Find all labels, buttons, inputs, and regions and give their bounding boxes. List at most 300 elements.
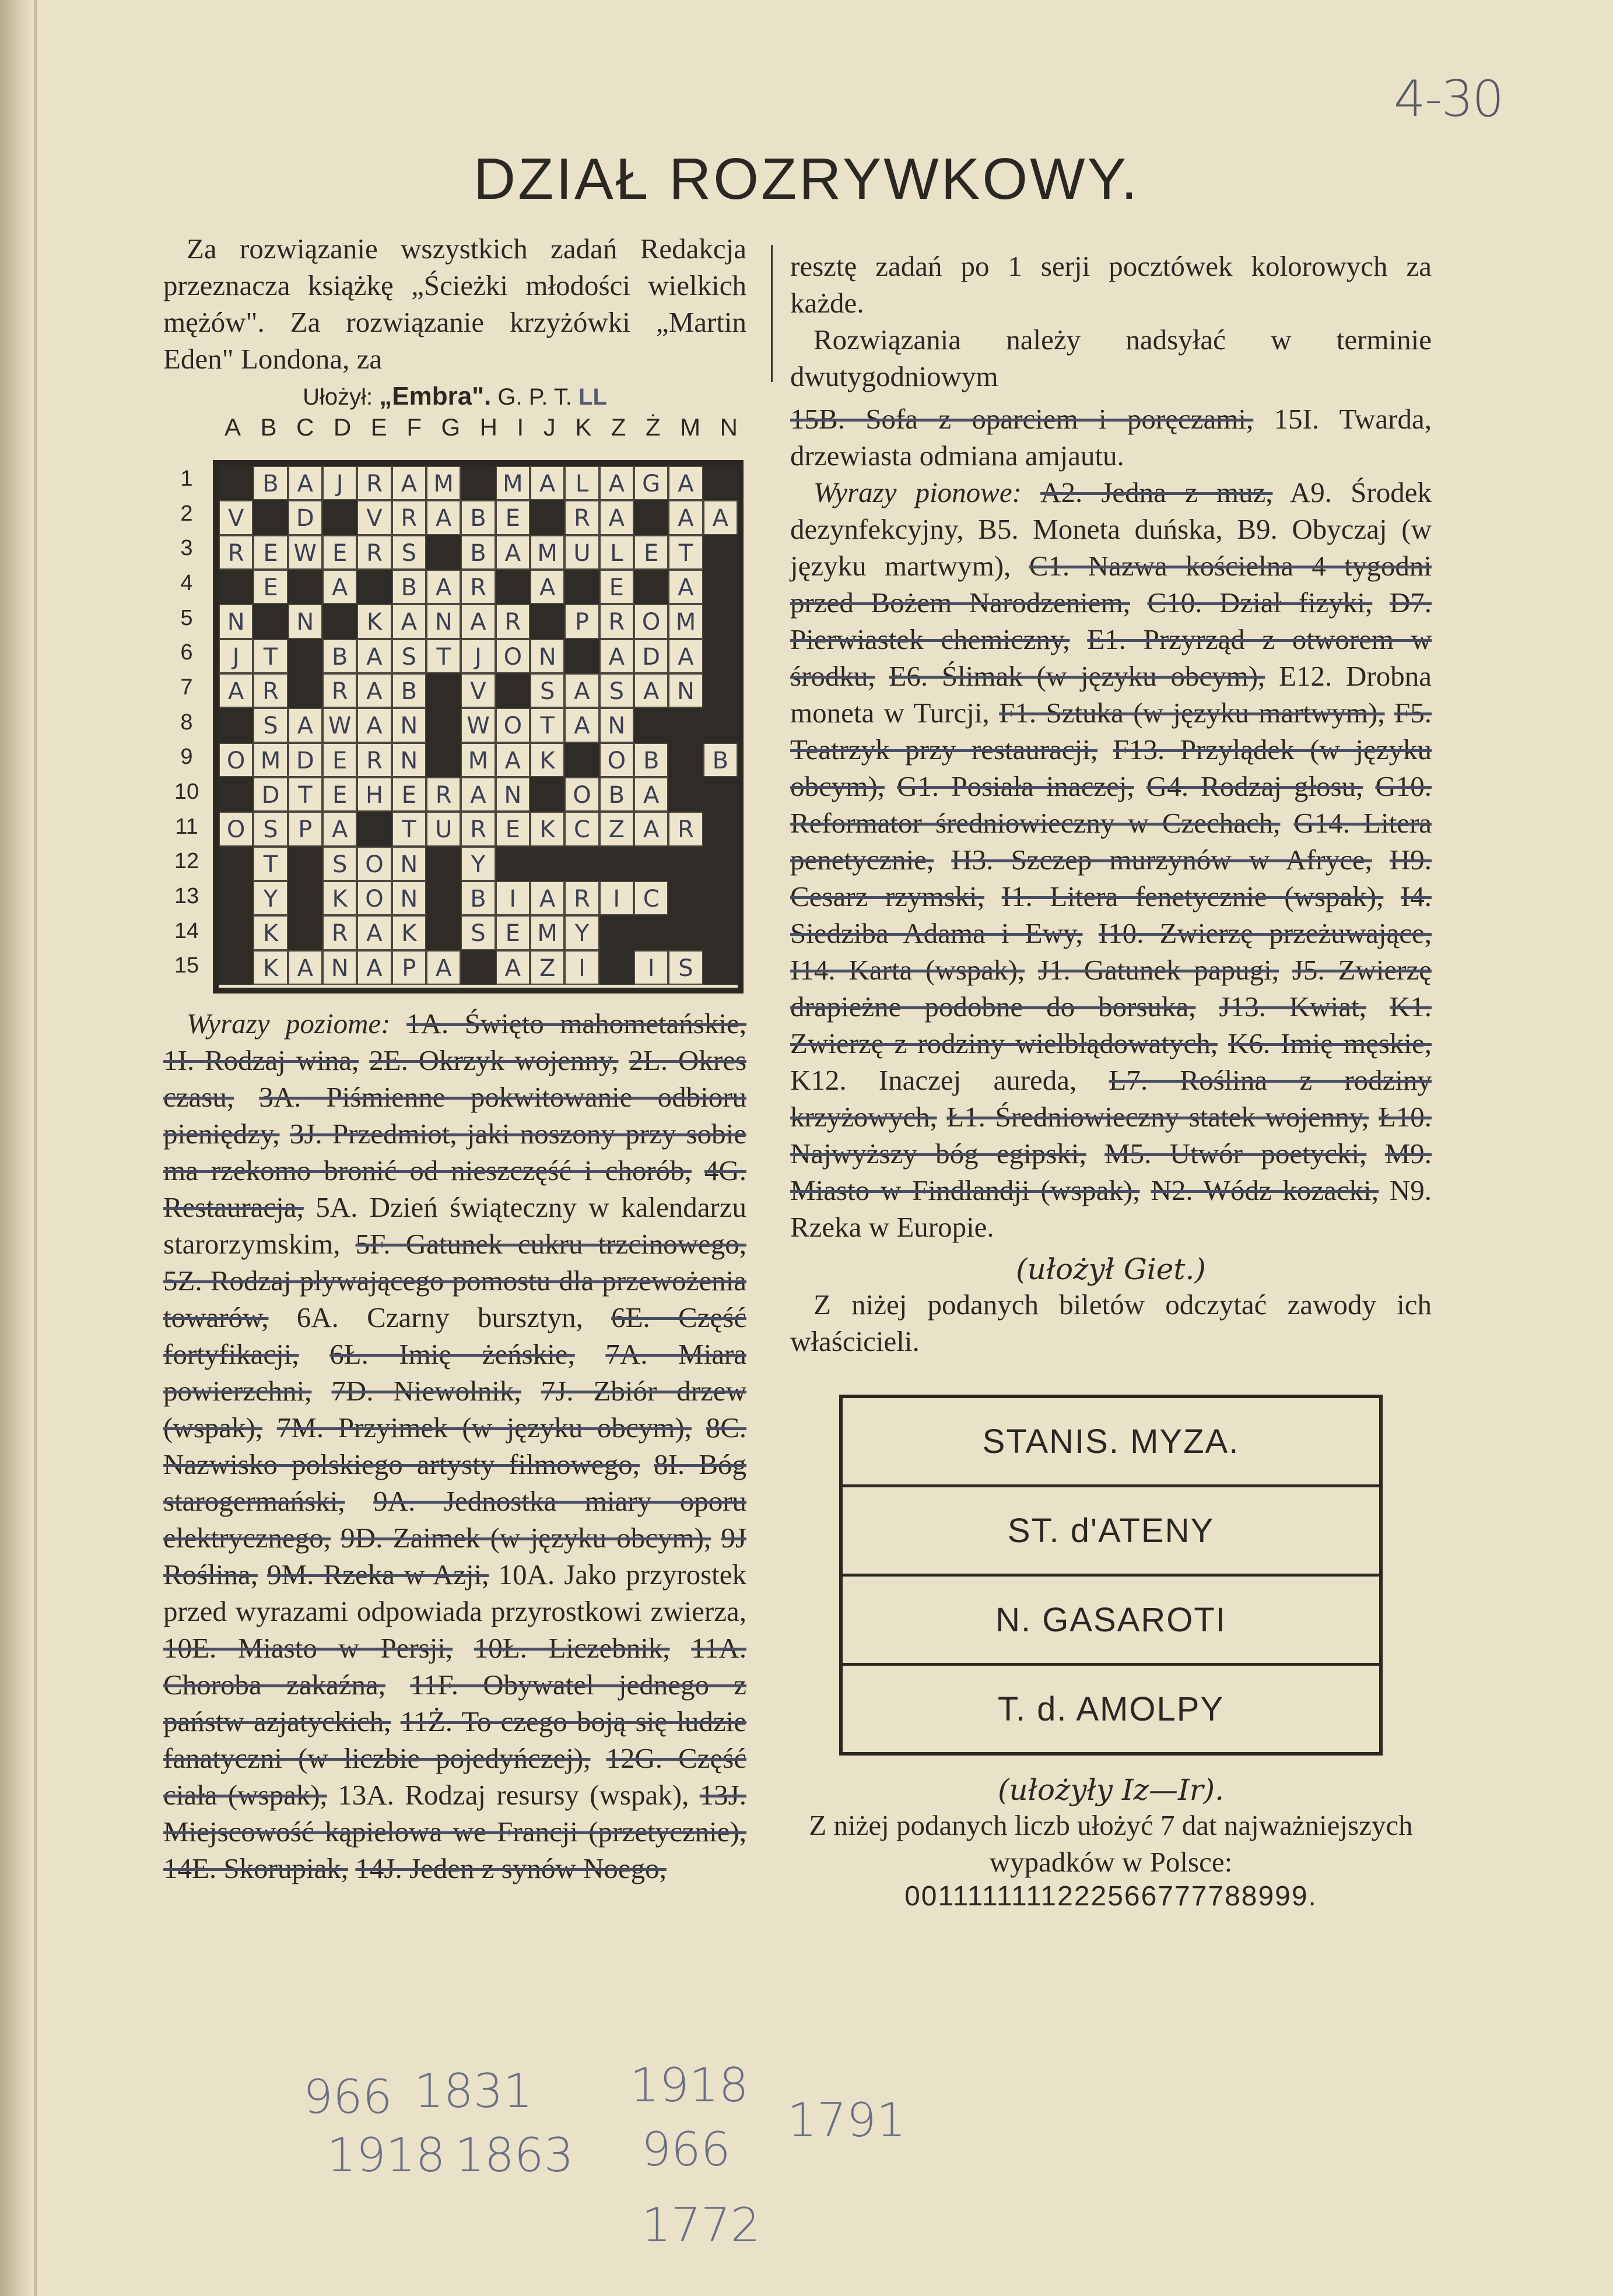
crossword-black-cell	[703, 812, 738, 846]
crossword-cell[interactable]	[322, 673, 357, 708]
clue: 12G. Część ciała (wspak),	[163, 1742, 747, 1811]
crossword-black-cell	[668, 777, 703, 812]
crossword-cell[interactable]	[496, 535, 530, 570]
crossword-letter: S	[539, 678, 555, 705]
crossword-letter: H	[365, 782, 384, 809]
crossword-cell[interactable]	[461, 639, 495, 673]
crossword-cell[interactable]	[219, 500, 253, 535]
crossword-cell[interactable]	[253, 639, 287, 673]
crossword-cell[interactable]	[564, 466, 599, 500]
crossword-letter: T	[402, 816, 416, 844]
crossword-black-cell	[461, 466, 495, 500]
crossword-cell[interactable]	[496, 743, 530, 777]
crossword-cell[interactable]	[461, 673, 495, 708]
crossword-letter: T	[540, 712, 555, 740]
clue: 11Ż. To czego boją się ludzie fanatyczni (w liczbie pojedyńczej),	[163, 1705, 747, 1774]
crossword-cell[interactable]	[426, 777, 461, 812]
crossword-letter: O	[226, 747, 246, 774]
crossword-cell[interactable]	[461, 915, 495, 950]
handwritten-date-6: 966	[641, 2122, 731, 2176]
clue: 11A. Choroba zakaźna,	[163, 1632, 746, 1701]
crossword-cell[interactable]	[530, 570, 564, 604]
crossword-cell[interactable]	[322, 535, 357, 570]
column-letter: B	[260, 413, 277, 441]
crossword-cell[interactable]	[426, 466, 461, 500]
crossword-letter: N	[434, 609, 453, 636]
clue: 9J Roślina,	[163, 1522, 747, 1591]
clue: 2E. Okrzyk wojenny,	[369, 1044, 619, 1076]
crossword-cell[interactable]	[461, 881, 495, 915]
crossword-cell[interactable]	[599, 535, 634, 570]
vertical-clues	[790, 474, 1432, 1245]
crossword-black-cell	[634, 708, 668, 742]
crossword-cell[interactable]	[357, 604, 391, 638]
crossword-cell[interactable]	[288, 812, 322, 846]
crossword-cell[interactable]	[322, 743, 357, 777]
crossword-cell[interactable]	[668, 466, 703, 500]
crossword-cell[interactable]	[392, 847, 426, 881]
crossword-cell[interactable]	[392, 500, 426, 535]
crossword-letter: R	[366, 471, 383, 497]
crossword-cell[interactable]	[599, 466, 634, 500]
dates-intro: Z niżej podanych liczb ułożyć 7 dat najważniejszych wypadków w Polsce:	[809, 1809, 1413, 1878]
crossword-cell[interactable]	[322, 466, 357, 500]
clue: I14. Karta (wspak),	[790, 954, 1025, 986]
column-letter: G	[441, 413, 461, 441]
crossword-letter: A	[331, 816, 348, 844]
horizontal-clues	[163, 1005, 746, 1887]
crossword-cell[interactable]	[426, 604, 461, 638]
crossword-cell[interactable]	[219, 604, 253, 638]
crossword-black-cell	[496, 847, 530, 881]
crossword-cell[interactable]	[496, 639, 530, 673]
crossword-cell[interactable]	[357, 466, 391, 500]
crossword-letter: J	[232, 643, 240, 670]
clue: J5. Zwierzę drapieżne podobne do borsuka,	[790, 954, 1432, 1023]
crossword-cell[interactable]	[426, 812, 461, 846]
crossword-cell[interactable]	[392, 708, 426, 742]
crossword-cell[interactable]	[599, 673, 634, 708]
crossword-letter: A	[539, 574, 556, 601]
crossword-letter: A	[643, 678, 660, 705]
crossword-cell[interactable]	[634, 604, 668, 638]
crossword-cell[interactable]	[530, 881, 564, 915]
crossword-cell[interactable]	[703, 743, 738, 777]
crossword-letter: W	[328, 712, 352, 740]
crossword-cell[interactable]	[634, 950, 668, 985]
crossword-letter: A	[504, 747, 521, 774]
column-letters	[225, 413, 738, 448]
crossword-cell[interactable]	[668, 604, 703, 638]
crossword-letter: V	[227, 505, 244, 532]
crossword-cell[interactable]	[461, 708, 495, 742]
crossword-cell[interactable]	[564, 673, 599, 708]
crossword-letter: A	[678, 471, 694, 497]
clue: 5F. Gatunek cukru trzcinowego,	[355, 1228, 746, 1260]
row-number: 14	[174, 918, 199, 943]
crossword-cell[interactable]	[496, 777, 530, 812]
crossword-cell[interactable]	[703, 500, 738, 535]
crossword-cell[interactable]	[496, 708, 530, 742]
crossword-cell[interactable]	[392, 777, 426, 812]
crossword-cell[interactable]	[668, 500, 703, 535]
crossword-cell[interactable]	[461, 777, 495, 812]
crossword-cell[interactable]	[599, 500, 634, 535]
crossword-black-cell	[703, 673, 738, 708]
crossword-cell[interactable]	[219, 535, 253, 570]
crossword-cell[interactable]	[668, 673, 703, 708]
crossword-cell[interactable]	[357, 535, 391, 570]
crossword-black-cell	[703, 708, 738, 742]
column-letter: N	[720, 413, 738, 441]
crossword-author	[163, 382, 746, 411]
crossword-cell[interactable]	[634, 466, 668, 500]
crossword-cell[interactable]	[357, 500, 391, 535]
crossword-letter: B	[470, 505, 486, 532]
crossword-black-cell	[703, 604, 738, 638]
intro-left: Za rozwiązanie wszystkich zadań Redakcja przeznacza książkę „Ścieżki młodości wielkich mężów". Za rozwiązanie krzyżówki „Martin Eden" Londona, za	[163, 233, 746, 375]
crossword-cell[interactable]	[392, 466, 426, 500]
clue: H3. Szczep murzynów w Afryce,	[951, 844, 1372, 876]
crossword-cell[interactable]	[634, 881, 668, 915]
crossword-cell[interactable]	[564, 812, 599, 846]
page-edge	[34, 0, 37, 2296]
crossword-cell[interactable]	[530, 915, 564, 950]
crossword-cell[interactable]	[564, 500, 599, 535]
crossword-letter: E	[505, 816, 520, 844]
crossword-cell[interactable]	[392, 950, 426, 985]
crossword-cell[interactable]	[357, 950, 391, 985]
crossword-cell[interactable]	[392, 812, 426, 846]
crossword-cell[interactable]	[496, 812, 530, 846]
clue: 9A. Jednostka miary oporu elektrycznego,	[163, 1485, 747, 1554]
crossword-cell[interactable]	[288, 777, 322, 812]
crossword-cell[interactable]	[496, 950, 530, 985]
row-number: 6	[180, 640, 193, 665]
crossword-cell[interactable]	[496, 915, 530, 950]
column-letter: C	[296, 413, 314, 441]
crossword-letter: U	[435, 816, 453, 844]
crossword-cell[interactable]	[634, 673, 668, 708]
crossword-cell[interactable]	[357, 673, 391, 708]
crossword-cell[interactable]	[461, 500, 495, 535]
crossword-cell[interactable]	[634, 777, 668, 812]
clue: K1. Zwierzę z rodziny wielbłądowatych,	[790, 991, 1432, 1059]
crossword-letter: P	[298, 816, 313, 844]
crossword-cell[interactable]	[564, 708, 599, 742]
clue: 14J. Jeden z synów Noego,	[355, 1852, 667, 1884]
clue: 15B. Sofa z oparciem i poręczami,	[790, 403, 1254, 435]
crossword-cell[interactable]	[564, 915, 599, 950]
crossword-black-cell	[564, 570, 599, 604]
crossword-cell[interactable]	[253, 812, 287, 846]
row-number: 2	[180, 501, 193, 526]
crossword-letter: O	[365, 886, 384, 912]
crossword-letter: Y	[574, 920, 590, 947]
crossword-cell[interactable]	[461, 604, 495, 638]
crossword-cell[interactable]	[253, 915, 287, 950]
row-number: 3	[180, 536, 193, 561]
crossword-cell[interactable]	[634, 743, 668, 777]
crossword-letter: B	[470, 886, 486, 912]
crossword-cell[interactable]	[288, 500, 322, 535]
crossword-cell[interactable]	[530, 535, 564, 570]
crossword-cell[interactable]	[288, 535, 322, 570]
crossword-cell[interactable]	[322, 950, 357, 985]
left-column	[163, 230, 746, 1887]
crossword-black-cell	[668, 847, 703, 881]
clue: 10Ł. Liczebnik,	[474, 1632, 670, 1664]
crossword-letter: C	[574, 816, 590, 844]
crossword-letter: A	[366, 678, 383, 705]
crossword-black-cell	[703, 570, 738, 604]
crossword-cell[interactable]	[322, 881, 357, 915]
crossword-cell[interactable]	[461, 812, 495, 846]
crossword-cell[interactable]	[599, 570, 634, 604]
crossword-letter: U	[573, 539, 591, 567]
crossword-cell[interactable]	[253, 743, 287, 777]
horizontal-clues-continued	[790, 401, 1432, 474]
crossword-cell[interactable]	[357, 881, 391, 915]
crossword-cell[interactable]	[668, 950, 703, 985]
crossword-letter: D	[296, 505, 314, 532]
crossword-cell[interactable]	[357, 639, 391, 673]
crossword-cell[interactable]	[530, 812, 564, 846]
column-divider	[771, 245, 773, 382]
crossword-cell[interactable]	[496, 881, 530, 915]
crossword-letter: E	[332, 539, 348, 567]
crossword-letter: A	[331, 574, 348, 601]
crossword-cell[interactable]	[322, 570, 357, 604]
crossword-cell[interactable]	[599, 639, 634, 673]
crossword-cell[interactable]	[253, 708, 287, 742]
crossword-letter: L	[575, 471, 589, 497]
clue: G1. Posiała inaczej,	[897, 770, 1134, 802]
crossword-black-cell	[219, 708, 253, 742]
crossword-letter: A	[366, 920, 383, 947]
crossword-letter: S	[678, 954, 693, 982]
crossword-black-cell	[322, 500, 357, 535]
crossword-cell[interactable]	[426, 570, 461, 604]
crossword-letter: R	[401, 505, 418, 532]
crossword-letter: R	[366, 539, 383, 567]
crossword-cell[interactable]	[253, 535, 287, 570]
row-number: 7	[180, 675, 193, 700]
crossword-cell[interactable]	[357, 777, 391, 812]
crossword-letter: A	[366, 954, 383, 982]
crossword-cell[interactable]	[288, 466, 322, 500]
crossword-cell[interactable]	[322, 812, 357, 846]
crossword-cell[interactable]	[599, 777, 634, 812]
column-letter: I	[517, 413, 524, 441]
crossword-cell[interactable]	[392, 673, 426, 708]
crossword-black-cell	[426, 847, 461, 881]
row-numbers	[169, 462, 204, 991]
crossword-cell[interactable]	[530, 950, 564, 985]
clue: I10. Zwierzę przeżuwające,	[1098, 917, 1432, 949]
crossword-cell[interactable]	[496, 604, 530, 638]
crossword-cell[interactable]	[599, 708, 634, 742]
crossword-cell[interactable]	[461, 570, 495, 604]
crossword-letter: O	[226, 816, 246, 844]
row-number: 8	[180, 710, 193, 735]
column-letter: E	[370, 413, 387, 441]
crossword-black-cell	[219, 881, 253, 915]
crossword-cell[interactable]	[564, 535, 599, 570]
crossword-cell[interactable]	[426, 500, 461, 535]
crossword-cell[interactable]	[564, 950, 599, 985]
crossword-cell[interactable]	[530, 639, 564, 673]
crossword-cell[interactable]	[461, 535, 495, 570]
crossword-cell[interactable]	[253, 950, 287, 985]
crossword-letter: J	[336, 471, 343, 497]
crossword-black-cell	[703, 915, 738, 950]
crossword-cell[interactable]	[219, 639, 253, 673]
crossword-cell[interactable]	[392, 915, 426, 950]
crossword-letter: A	[574, 712, 590, 740]
crossword-letter: A	[678, 574, 694, 601]
crossword-cell[interactable]	[530, 466, 564, 500]
crossword-letter: N	[400, 851, 418, 878]
crossword-letter: V	[470, 678, 486, 705]
crossword-black-cell	[426, 743, 461, 777]
crossword-black-cell	[564, 847, 599, 881]
crossword-cell[interactable]	[253, 466, 287, 500]
crossword-cell[interactable]	[634, 812, 668, 846]
crossword-cell[interactable]	[392, 570, 426, 604]
crossword-black-cell	[219, 950, 253, 985]
crossword-letter: P	[402, 954, 416, 982]
crossword-cell[interactable]	[461, 743, 495, 777]
crossword-cell[interactable]	[253, 673, 287, 708]
row-number: 15	[174, 953, 199, 978]
crossword-letter: K	[262, 920, 279, 947]
crossword-cell[interactable]	[530, 708, 564, 742]
crossword-letter: P	[574, 609, 590, 636]
crossword-cell[interactable]	[668, 535, 703, 570]
crossword-cell[interactable]	[668, 570, 703, 604]
crossword-cell[interactable]	[564, 604, 599, 638]
crossword-letter: A	[435, 574, 452, 601]
clue: F5. Teatrzyk przy restauracji,	[790, 697, 1432, 766]
crossword-cell[interactable]	[253, 777, 287, 812]
crossword-letter: R	[331, 678, 348, 705]
crossword-cell[interactable]	[357, 847, 391, 881]
crossword-cell[interactable]	[253, 570, 287, 604]
crossword-cell[interactable]	[357, 915, 391, 950]
crossword-letter: B	[712, 747, 729, 774]
crossword-cell[interactable]	[461, 847, 495, 881]
crossword-letter: A	[297, 954, 313, 982]
crossword-cell[interactable]	[634, 535, 668, 570]
crossword-cell[interactable]	[288, 708, 322, 742]
crossword-cell[interactable]	[496, 466, 530, 500]
crossword-cell[interactable]	[564, 881, 599, 915]
crossword-cell[interactable]	[599, 881, 634, 915]
crossword-cell[interactable]	[426, 639, 461, 673]
column-letter: Ż	[645, 413, 661, 441]
crossword-cell[interactable]	[253, 881, 287, 915]
crossword-cell[interactable]	[530, 743, 564, 777]
tickets-intro: Z niżej podanych biletów odczytać zawody ich właścicieli.	[790, 1289, 1432, 1357]
crossword-cell[interactable]	[288, 743, 322, 777]
crossword-letter: A	[643, 816, 660, 844]
crossword-cell[interactable]	[219, 812, 253, 846]
clue: J1. Gatunek papugi,	[1037, 954, 1279, 986]
clue-section-label: Wyrazy pionowe:	[813, 476, 1041, 508]
crossword-cell[interactable]	[219, 673, 253, 708]
crossword-black-cell	[599, 950, 634, 985]
crossword-cell[interactable]	[253, 847, 287, 881]
crossword-cell[interactable]	[392, 881, 426, 915]
crossword-cell[interactable]	[322, 915, 357, 950]
crossword-letter: A	[366, 712, 383, 740]
signature-giet: (ułożył Giet.)	[1016, 1252, 1206, 1286]
crossword-cell[interactable]	[530, 673, 564, 708]
crossword-cell[interactable]	[322, 777, 357, 812]
crossword-cell[interactable]	[496, 500, 530, 535]
crossword-letter: A	[574, 678, 590, 705]
crossword-cell[interactable]	[634, 639, 668, 673]
clue: H9. Cesarz rzymski,	[790, 844, 1432, 912]
author-name: „Embra".	[379, 382, 492, 410]
crossword-cell[interactable]	[288, 604, 322, 638]
crossword-cell[interactable]	[599, 812, 634, 846]
crossword-letter: A	[470, 782, 486, 809]
crossword-cell[interactable]	[668, 639, 703, 673]
clue: 8I. Bóg starogermański,	[163, 1448, 747, 1517]
crossword-cell[interactable]	[357, 708, 391, 742]
crossword-cell[interactable]	[392, 639, 426, 673]
crossword-black-cell	[668, 743, 703, 777]
clue: 3J. Przedmiot, jaki noszony przy sobie ma rzekomo bronić od nieszczęść i chorób,	[163, 1118, 746, 1186]
crossword-cell[interactable]	[219, 743, 253, 777]
crossword-cell[interactable]	[599, 604, 634, 638]
crossword-letter: A	[643, 782, 660, 809]
clue: I1. Litera fenetycznie (wspak),	[1001, 880, 1384, 912]
crossword-letter: N	[296, 609, 314, 636]
clue: 9D. Zaimek (w języku obcym),	[341, 1522, 711, 1554]
crossword-black-cell	[530, 847, 564, 881]
crossword-cell[interactable]	[564, 777, 599, 812]
crossword-cell[interactable]	[322, 708, 357, 742]
clue: F1. Sztuka (w języku martwym),	[999, 697, 1385, 729]
crossword-cell[interactable]	[392, 743, 426, 777]
crossword-cell[interactable]	[392, 535, 426, 570]
crossword-letter: D	[642, 643, 661, 670]
crossword-letter: R	[435, 782, 452, 809]
crossword-letter: N	[400, 712, 418, 740]
crossword-letter: R	[331, 920, 348, 947]
crossword-cell[interactable]	[599, 743, 634, 777]
crossword-cell[interactable]	[288, 950, 322, 985]
crossword-letter: E	[263, 539, 278, 567]
crossword-cell[interactable]	[322, 639, 357, 673]
book-binding	[0, 0, 34, 2296]
clue-section-label: Wyrazy poziome:	[187, 1007, 407, 1040]
crossword-black-cell	[288, 847, 322, 881]
crossword-cell[interactable]	[668, 812, 703, 846]
handwritten-date-7: 1791	[787, 2093, 906, 2147]
crossword-letter: S	[609, 678, 625, 705]
page-title: DZIAŁ ROZRYWKOWY.	[473, 146, 1140, 212]
crossword-cell[interactable]	[357, 743, 391, 777]
clue: J13. Kwiat,	[1219, 991, 1366, 1023]
crossword-cell[interactable]	[426, 950, 461, 985]
row-number: 11	[175, 814, 198, 839]
crossword-cell[interactable]	[322, 847, 357, 881]
crossword-cell[interactable]	[392, 604, 426, 638]
